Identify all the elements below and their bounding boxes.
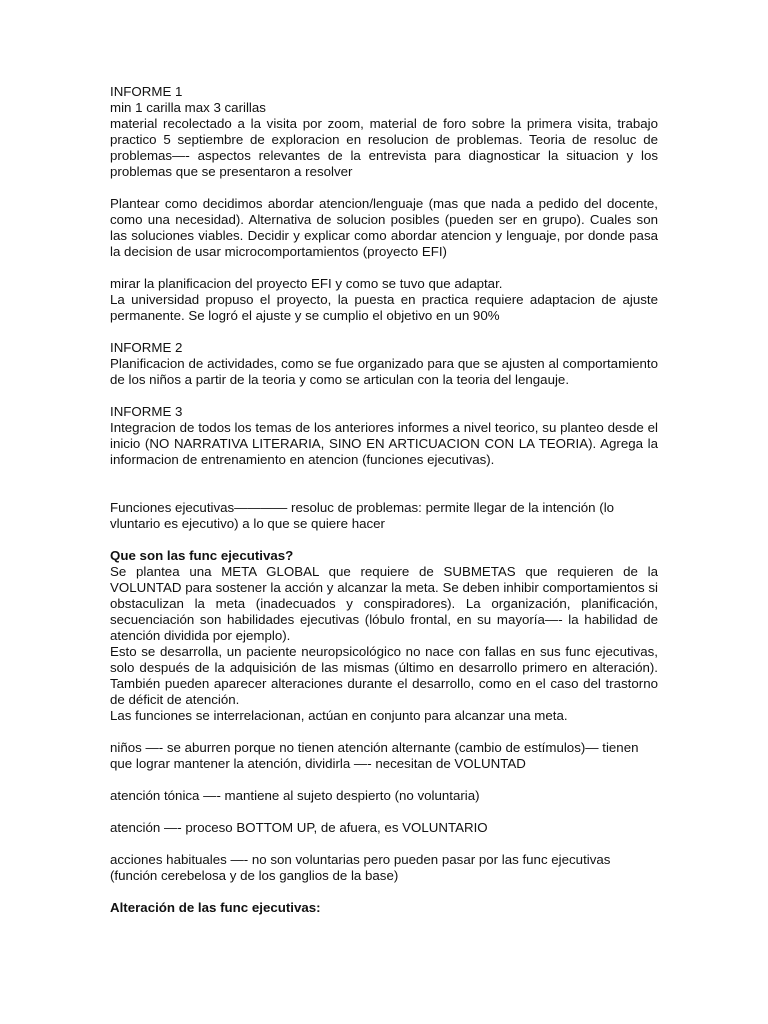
spacer [110,532,658,548]
ninos-paragraph: niños —- se aburren porque no tienen atención alternante (cambio de estímulos)— tienen que lograr mantener la atención, dividirla —- necesitan de VOLUNTAD [110,740,639,771]
informe1-paragraph-1: material recolectado a la visita por zoom, material de foro sobre la primera visita, trabajo practico 5 septiembre de exploracion en resolucion de problemas. Teoria de resoluc de problemas—- aspectos relevantes de la entrevista para diagnosticar la situacion y los problemas que se presentaron a resolver [110,116,658,179]
informe1-title: INFORME 1 [110,84,183,99]
informe2-title: INFORME 2 [110,340,183,355]
que-son-heading: Que son las func ejecutivas? [110,548,294,563]
alteracion-heading: Alteración de las func ejecutivas: [110,900,321,915]
atencion-paragraph: atención —- proceso BOTTOM UP, de afuera, es VOLUNTARIO [110,820,488,835]
spacer [110,260,658,276]
spacer [110,388,658,404]
funciones-ejecutivas-paragraph: Funciones ejecutivas———— resoluc de problemas: permite llegar de la intención (lo vluntario es ejecutivo) a lo que se quiere hacer [110,500,615,531]
informe1-paragraph-2: Plantear como decidimos abordar atencion/lenguaje (mas que nada a pedido del docente, como una necesidad). Alternativa de solucion posibles (pueden ser en grupo). Cuales son las soluciones viables. Decidir y explicar como abordar atencion y lenguaje, por donde pasa la decision de usar microcomportamientos (proyecto EFI) [110,196,658,259]
spacer [110,804,658,820]
informe1-paragraph-3-line-1: mirar la planificacion del proyecto EFI y como se tuvo que adaptar. [110,276,503,291]
spacer [110,884,658,900]
spacer [110,724,658,740]
informe1-limits: min 1 carilla max 3 carillas [110,100,266,115]
acciones-habituales-paragraph: acciones habituales —- no son voluntarias pero pueden pasar por las func ejecutivas (función cerebelosa y de los ganglios de la base) [110,852,611,883]
spacer [110,324,658,340]
informe3-paragraph-1: Integracion de todos los temas de los anteriores informes a nivel teorico, su planteo desde el inicio (NO NARRATIVA LITERARIA, SINO EN ARTICUACION CON LA TEORIA). Agrega la informacion de entrenamiento en atencion (funciones ejecutivas). [110,420,658,467]
spacer [110,468,658,500]
spacer [110,772,658,788]
que-son-paragraph-2: Esto se desarrolla, un paciente neuropsicológico no nace con fallas en sus func ejecutivas, solo después de la adquisición de las mismas (último en desarrollo primero en alteración). También pueden aparecer alteraciones durante el desarrollo, como en el caso del trastorno de déficit de atención. [110,644,658,707]
informe3-title: INFORME 3 [110,404,183,419]
que-son-paragraph-1: Se plantea una META GLOBAL que requiere de SUBMETAS que requieren de la VOLUNTAD para sostener la acción y alcanzar la meta. Se deben inhibir comportamientos si obstaculizan la meta (inadecuados y conspiradores). La organización, planificación, secuenciación son habilidades ejecutivas (lóbulo frontal, en su mayoría—- la habilidad de atención dividida por ejemplo). [110,564,658,643]
atencion-tonica-paragraph: atención tónica —- mantiene al sujeto despierto (no voluntaria) [110,788,480,803]
document-page [110,84,658,916]
spacer [110,836,658,852]
spacer [110,180,658,196]
informe2-paragraph-1: Planificacion de actividades, como se fue organizado para que se ajusten al comportamiento de los niños a partir de la teoria y como se articulan con la teoria del lengauje. [110,356,658,387]
informe1-paragraph-3-rest: La universidad propuso el proyecto, la puesta en practica requiere adaptacion de ajuste permanente. Se logró el ajuste y se cumplio el objetivo en un 90% [110,292,658,323]
que-son-paragraph-3: Las funciones se interrelacionan, actúan en conjunto para alcanzar una meta. [110,708,568,723]
